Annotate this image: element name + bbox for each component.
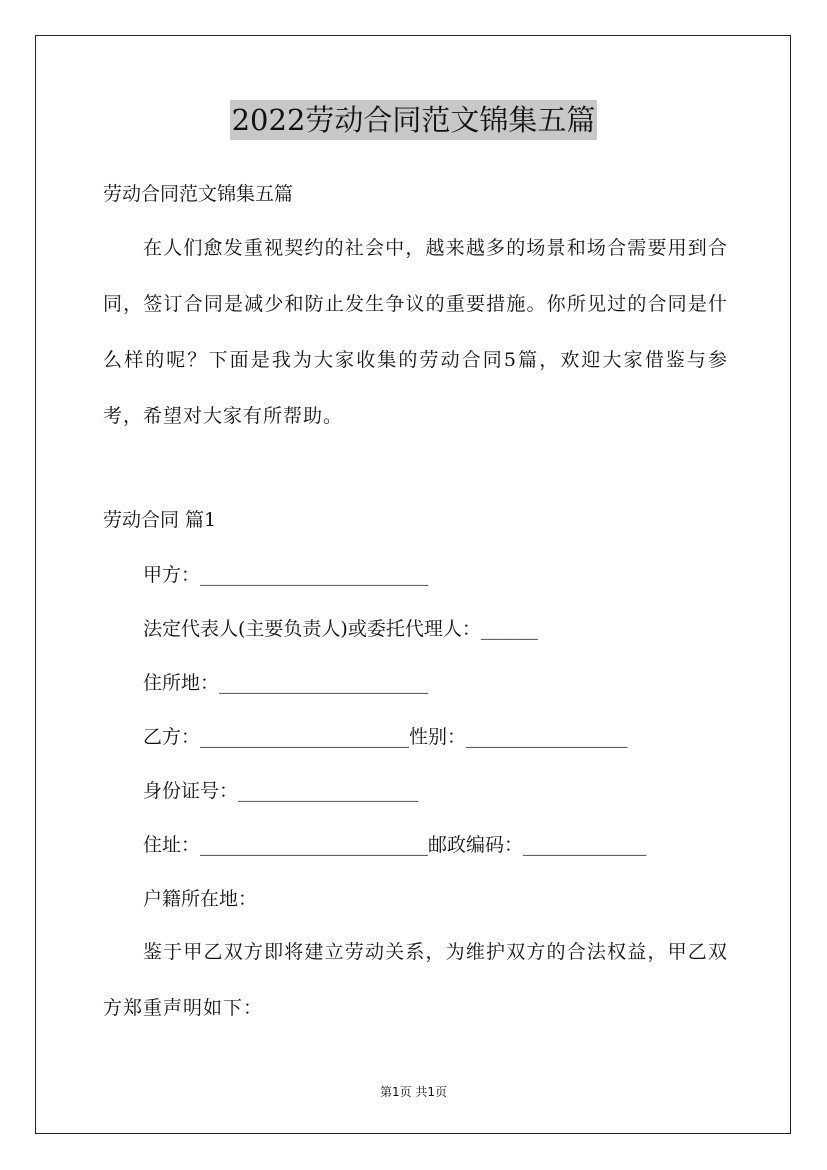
address-postcode-field: 住址：________________________邮政编码：_____________	[143, 834, 647, 856]
page-footer: 第1页 共1页	[379, 1085, 448, 1099]
section-heading: 劳动合同 篇1	[103, 509, 217, 531]
household-registration-field: 户籍所在地：	[143, 888, 258, 910]
party-b-gender-field: 乙方：______________________性别：_________________	[143, 726, 628, 748]
id-number-field: 身份证号：___________________	[143, 780, 419, 802]
title-container	[0, 100, 827, 140]
party-a-field: 甲方：________________________	[143, 564, 429, 586]
closing-paragraph: 鉴于甲乙双方即将建立劳动关系，为维护双方的合法权益，甲乙双方郑重声明如下：	[103, 941, 728, 1019]
intro-paragraph: 在人们愈发重视契约的社会中，越来越多的场景和场合需要用到合同，签订合同是减少和防止发生争议的重要措施。你所见过的合同是什么样的呢？下面是我为大家收集的劳动合同5篇，欢迎大家借鉴与参考，希望对大家有所帮助。	[103, 237, 728, 427]
document-title: 2022劳动合同范文锦集五篇	[230, 100, 598, 140]
legal-representative-field: 法定代表人(主要负责人)或委托代理人：______	[143, 618, 538, 640]
residence-field: 住所地：______________________	[143, 672, 429, 694]
document-subtitle: 劳动合同范文锦集五篇	[103, 183, 294, 205]
